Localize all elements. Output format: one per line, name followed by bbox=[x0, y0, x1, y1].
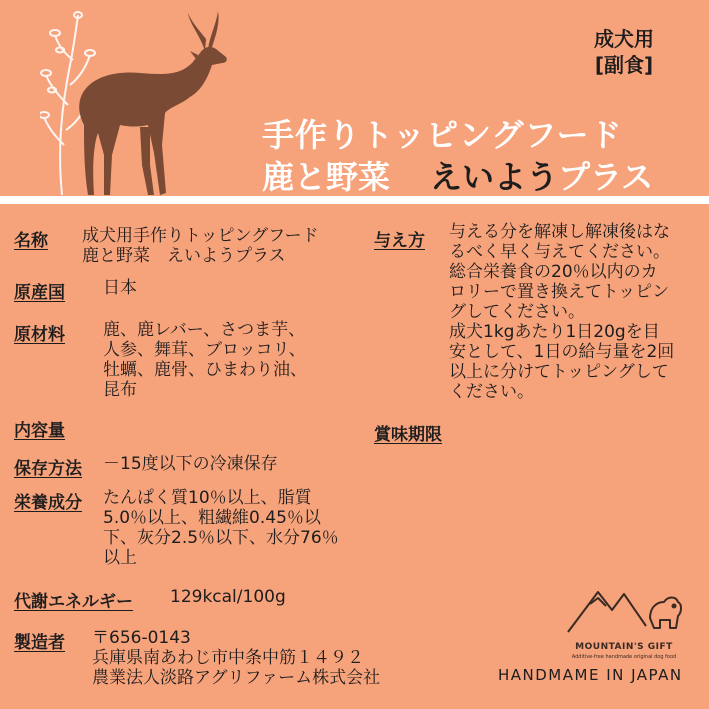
feeding-line: グしてください。 bbox=[449, 302, 585, 322]
category-label: [副食] bbox=[594, 53, 654, 77]
handmade-text: HANDMAME IN JAPAN bbox=[498, 666, 683, 684]
feeding-value bbox=[449, 222, 674, 402]
origin-value: 日本 bbox=[103, 278, 137, 298]
nutrition-value bbox=[103, 488, 339, 568]
target-tag bbox=[594, 26, 654, 78]
deer-illustration bbox=[40, 5, 240, 200]
nutrition-line: 以上 bbox=[103, 548, 137, 568]
content-label: 内容量 bbox=[14, 421, 65, 441]
feeding-label: 与え方 bbox=[374, 231, 425, 251]
target-label: 成犬用 bbox=[594, 27, 654, 51]
product-title-line2 bbox=[262, 152, 653, 198]
maker-address: 兵庫県南あわじ市中条中筋１４９２ bbox=[92, 648, 364, 668]
feeding-line: ロリーで置き換えてトッピン bbox=[449, 282, 670, 302]
name-line: 成犬用手作りトッピングフード bbox=[82, 226, 319, 246]
title-part-b: えいよう bbox=[430, 158, 559, 196]
maker-company: 農業法人淡路アグリファーム株式会社 bbox=[92, 668, 381, 688]
nutrition-line: 下、灰分2.5％以下、水分76％ bbox=[103, 528, 339, 548]
ingredients-line: 昆布 bbox=[103, 380, 137, 400]
origin-label: 原産国 bbox=[14, 283, 65, 303]
title-part-c: プラス bbox=[558, 158, 654, 196]
ingredients-label: 原材料 bbox=[14, 325, 65, 345]
maker-postal: 〒656-0143 bbox=[92, 628, 191, 648]
feeding-line: 安として、1日の給与量を2回 bbox=[449, 342, 675, 362]
nutrition-line: たんぱく質10％以上、脂質 bbox=[103, 488, 312, 508]
storage-value: －15度以下の冷凍保存 bbox=[103, 454, 278, 474]
storage-label: 保存方法 bbox=[14, 459, 82, 479]
name-value bbox=[82, 226, 319, 266]
feeding-line: 与える分を解凍し解凍後はな bbox=[449, 222, 670, 242]
brand-name: MOUNTAIN'S GIFT bbox=[575, 642, 673, 652]
energy-label: 代謝エネルギー bbox=[14, 592, 133, 612]
nutrition-line: 5.0％以上、粗繊維0.45％以 bbox=[103, 508, 321, 528]
name-label: 名称 bbox=[14, 231, 48, 251]
feeding-line: るべく早く与えてください。 bbox=[449, 242, 670, 262]
deer-icon bbox=[79, 11, 227, 195]
feeding-line: 以上に分けてトッピングして bbox=[449, 362, 669, 382]
ingredients-line: 人参、舞茸、ブロッコリ、 bbox=[103, 340, 306, 360]
ingredients-line: 鹿、鹿レバー、さつま芋、 bbox=[103, 320, 306, 340]
maker-label: 製造者 bbox=[14, 633, 65, 653]
feeding-line: 総合栄養食の20％以内のカ bbox=[449, 262, 658, 282]
mountain-logo-icon bbox=[560, 570, 690, 640]
header-divider bbox=[0, 196, 709, 204]
expiry-label: 賞味期限 bbox=[374, 425, 442, 445]
feeding-line: ください。 bbox=[449, 382, 534, 402]
nutrition-label: 栄養成分 bbox=[14, 493, 82, 513]
ingredients-line: 牡蠣、鹿骨、ひまわり油、 bbox=[103, 360, 307, 380]
product-title-line1: 手作りトッピングフード bbox=[262, 116, 623, 154]
maker-value bbox=[92, 628, 380, 688]
ingredients-value bbox=[103, 320, 307, 400]
name-line: 鹿と野菜 えいようプラス bbox=[82, 246, 286, 266]
energy-value: 129kcal/100g bbox=[170, 587, 286, 607]
title-part-a: 鹿と野菜 bbox=[262, 158, 391, 196]
brand-tagline: Additive-free handmade original dog food bbox=[571, 654, 677, 660]
feeding-line: 成犬1kgあたり1日20gを目 bbox=[449, 322, 660, 342]
